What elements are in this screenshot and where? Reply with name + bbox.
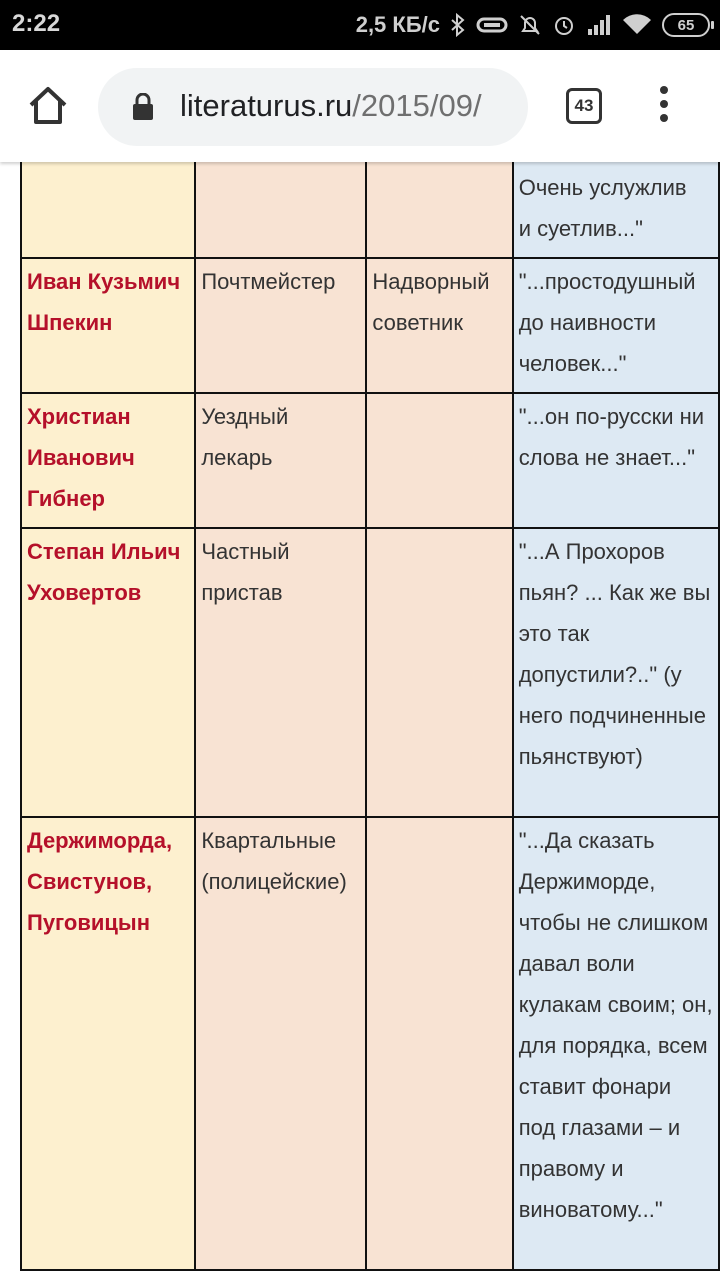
menu-dot-icon <box>660 86 668 94</box>
table-row <box>21 258 719 393</box>
name-cell: Держиморда, Свистунов, Пуговицын <box>21 817 195 1270</box>
rank-cell <box>366 162 512 258</box>
dnd-icon <box>518 13 542 37</box>
home-icon <box>26 84 70 128</box>
page-content <box>0 162 720 1280</box>
table-row <box>21 393 719 528</box>
characters-table <box>20 162 720 1271</box>
rank-cell: Надворный советник <box>366 258 512 393</box>
quote-line: и суетлив..." <box>518 216 643 241</box>
network-speed: 2,5 КБ/с <box>355 12 440 37</box>
signal-icon <box>586 14 612 36</box>
quote-cell: "...А Прохоров пьян? ... Как же вы это так допустили?.." (у него подчиненные пьянствуют) <box>513 528 719 817</box>
url-domain: literaturus.ru <box>180 88 353 123</box>
name-cell: Степан Ильич Уховертов <box>21 528 195 817</box>
bluetooth-icon <box>450 13 466 37</box>
role-cell: Уездный лекарь <box>195 393 366 528</box>
name-cell: Иван Кузьмич Шпекин <box>21 258 195 393</box>
quote-cell <box>513 162 719 258</box>
name-cell <box>21 162 195 258</box>
status-time: 2:22 <box>12 10 61 37</box>
url-text[interactable] <box>180 88 482 124</box>
role-cell: Почтмейстер <box>195 258 366 393</box>
rank-cell <box>366 393 512 528</box>
lock-icon <box>132 93 154 121</box>
browser-toolbar <box>0 50 720 162</box>
role-cell: Частный пристав <box>195 528 366 817</box>
role-cell <box>195 162 366 258</box>
menu-dot-icon <box>660 114 668 122</box>
status-icons <box>356 8 710 42</box>
table-row <box>21 817 719 1270</box>
battery-level: 65 <box>677 16 695 34</box>
quote-cell: "...простодушный до наивности человек..." <box>513 258 719 393</box>
quote-cell: "...он по-русски ни слова не знает..." <box>513 393 719 528</box>
home-button[interactable] <box>26 84 70 128</box>
url-path: /2015/09/ <box>352 88 482 123</box>
name-cell: Христиан Иванович Гибнер <box>21 393 195 528</box>
tab-switcher-button[interactable] <box>566 88 602 124</box>
address-bar[interactable] <box>98 68 528 146</box>
quote-line: Очень услужлив <box>518 175 687 200</box>
quote-cell: "...Да сказать Держиморде, чтобы не слишком давал воли кулакам своим; он, для порядка, всем ставит фонари под глазами – и правому и виноватому..." <box>513 817 719 1270</box>
table-row <box>21 162 719 258</box>
rank-cell <box>366 817 512 1270</box>
battery-icon <box>662 13 710 37</box>
table-row <box>21 528 719 817</box>
browser-menu-button[interactable] <box>652 86 676 130</box>
status-bar <box>0 0 720 50</box>
menu-dot-icon <box>660 100 668 108</box>
role-cell: Квартальные (полицейские) <box>195 817 366 1270</box>
link-icon <box>476 15 508 35</box>
wifi-icon <box>622 14 652 36</box>
rank-cell <box>366 528 512 817</box>
tab-count: 43 <box>574 96 594 115</box>
alarm-icon <box>552 13 576 37</box>
